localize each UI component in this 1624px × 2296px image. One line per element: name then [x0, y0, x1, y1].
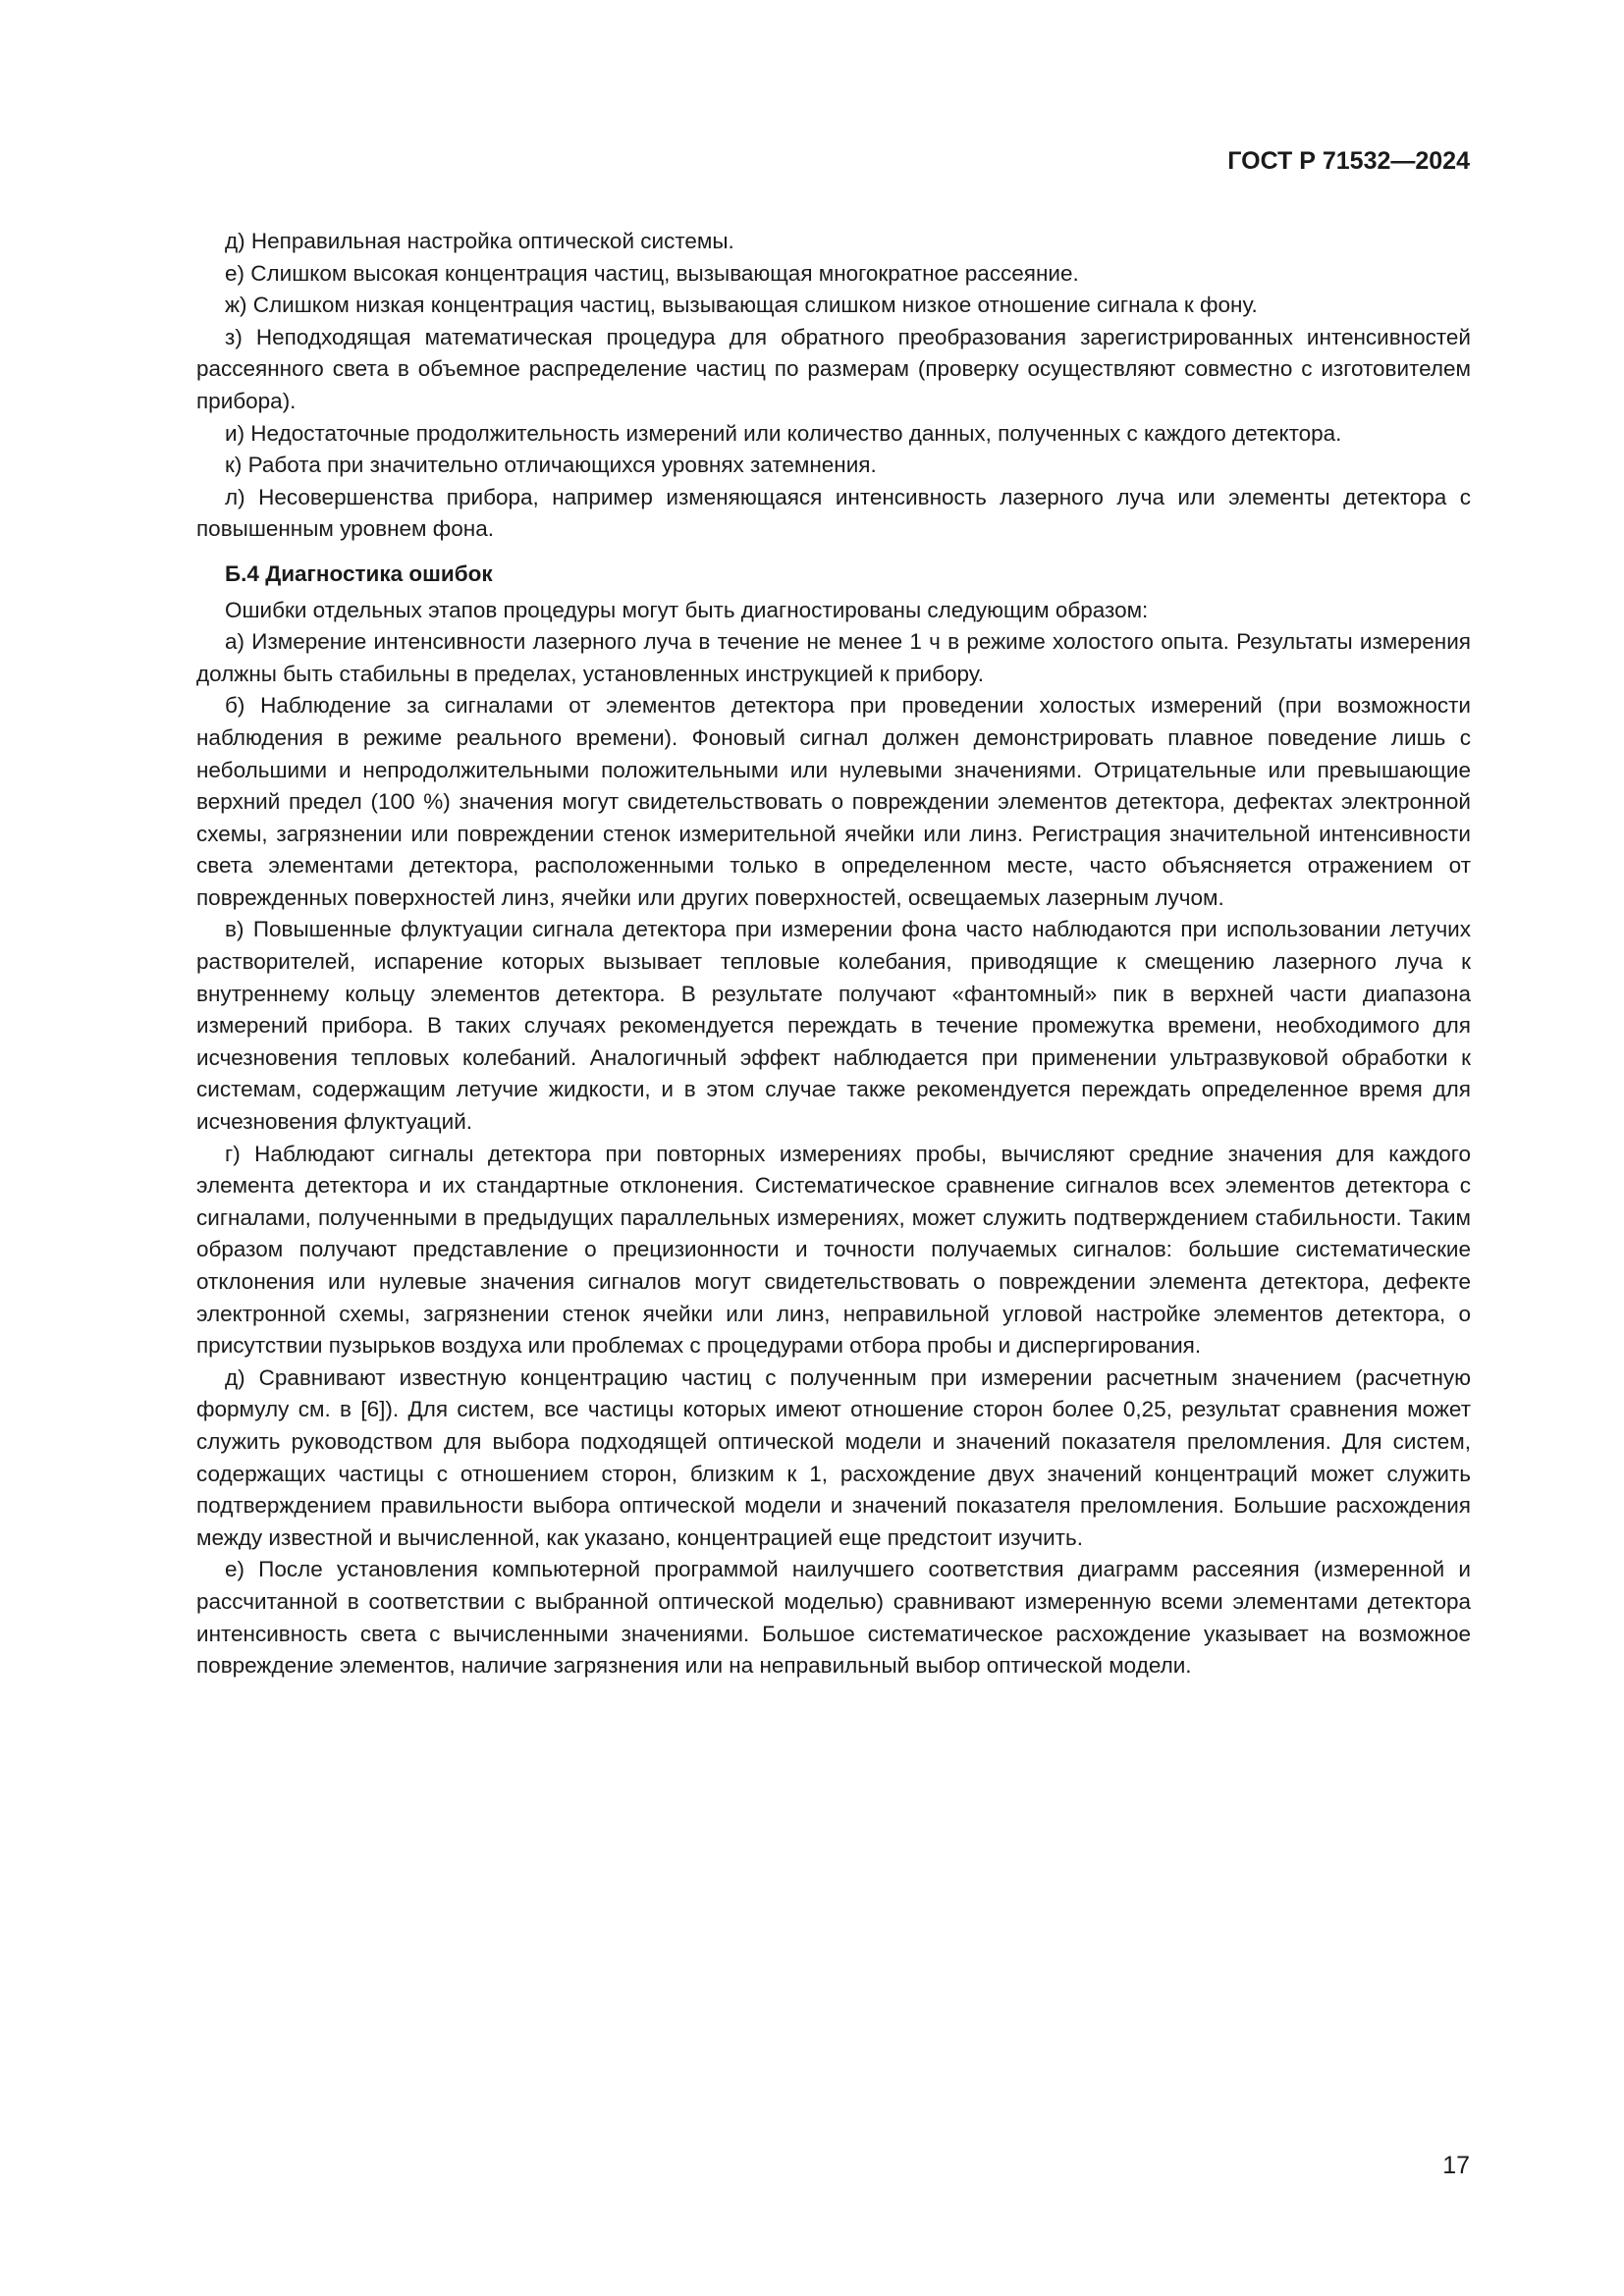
- list-item: и) Недостаточные продолжительность измерений или количество данных, полученных с каждого детектора.: [225, 420, 1342, 446]
- page-number: 17: [1442, 2152, 1470, 2179]
- list-item: к) Работа при значительно отличающихся уровнях затемнения.: [225, 453, 877, 478]
- diagnostic-item: г) Наблюдают сигналы детектора при повторных измерениях пробы, вычисляют средние значения для каждого элемента детектора и их стандартные отклонения. Систематическое сравнение сигналов всех элементов детектора с сигналами, полученными в предыдущих параллельных измерениях, может служить подтверждением стабильности. Таким образом получают представление о прецизионности и точности получаемых сигналов: большие систематические отклонения или нулевые значения сигналов могут свидетельствовать о повреждении элемента детектора, дефекте электронной схемы, загрязнении стенок ячейки или линз, неправильной угловой настройке элементов детектора, о присутствии пузырьков воздуха или проблемах с процедурами отбора пробы и диспергирования.: [196, 1141, 1471, 1359]
- diagnostic-item: в) Повышенные флуктуации сигнала детектора при измерении фона часто наблюдаются при использовании летучих растворителей, испарение которых вызывает тепловые колебания, приводящие к смещению лазерного луча к внутреннему кольцу элементов детектора. В результате получают «фантомный» пик в верхней части диапазона измерений прибора. В таких случаях рекомендуется переждать в течение промежутка времени, необходимого для исчезновения тепловых колебаний. Аналогичный эффект наблюдается при применении ультразвуковой обработки к системам, содержащим летучие жидкости, и в этом случае также рекомендуется переждать определенное время для исчезновения флуктуаций.: [196, 917, 1471, 1135]
- document-body: [196, 226, 1471, 1682]
- document-id-header: ГОСТ Р 71532—2024: [1227, 147, 1470, 175]
- diagnostic-item: е) После установления компьютерной программой наилучшего соответствия диаграмм рассеяния (измеренной и рассчитанной в соответствии с выбранной оптической моделью) сравнивают измеренную всеми элементами детектора интенсивность света с вычисленными значениями. Большое систематическое расхождение указывает на возможное повреждение элементов, наличие загрязнения или на неправильный выбор оптической модели.: [196, 1557, 1471, 1679]
- section-heading: Б.4 Диагностика ошибок: [225, 561, 493, 586]
- list-item: з) Неподходящая математическая процедура для обратного преобразования зарегистрированных интенсивностей рассеянного света в объемное распределение частиц по размерам (проверку осуществляют совместно с изготовителем прибора).: [196, 324, 1471, 413]
- list-item: е) Слишком высокая концентрация частиц, вызывающая многократное рассеяние.: [225, 260, 1079, 286]
- diagnostic-item: а) Измерение интенсивности лазерного луча в течение не менее 1 ч в режиме холостого опыта. Результаты измерения должны быть стабильны в пределах, установленных инструкцией к прибору.: [196, 629, 1471, 686]
- section-intro: Ошибки отдельных этапов процедуры могут быть диагностированы следующим образом:: [225, 597, 1149, 622]
- list-item: д) Неправильная настройка оптической системы.: [225, 229, 734, 253]
- diagnostic-item: б) Наблюдение за сигналами от элементов детектора при проведении холостых измерений (при возможности наблюдения в режиме реального времени). Фоновый сигнал должен демонстрировать плавное поведение лишь с небольшими и непродолжительными положительными или нулевыми значениями. Отрицательные или превышающие верхний предел (100 %) значения могут свидетельствовать о повреждении элементов детектора, дефектах электронной схемы, загрязнении или повреждении стенок измерительной ячейки или линз. Регистрация значительной интенсивности света элементами детектора, расположенными только в определенном месте, часто объясняется отражением от поврежденных поверхностей линз, ячейки или других поверхностей, освещаемых лазерным лучом.: [196, 693, 1471, 910]
- list-item: л) Несовершенства прибора, например изменяющаяся интенсивность лазерного луча или элементы детектора с повышенным уровнем фона.: [196, 484, 1471, 542]
- diagnostic-item: д) Сравнивают известную концентрацию частиц с полученным при измерении расчетным значением (расчетную формулу см. в [6]). Для систем, все частицы которых имеют отношение сторон более 0,25, результат сравнения может служить руководством для выбора подходящей оптической модели и значений показателя преломления. Для систем, содержащих частицы с отношением сторон, близким к 1, расхождение двух значений концентраций может служить подтверждением правильности выбора оптической модели и значений показателя преломления. Большие расхождения между известной и вычисленной, как указано, концентрацией еще предстоит изучить.: [196, 1364, 1471, 1550]
- list-item: ж) Слишком низкая концентрация частиц, вызывающая слишком низкое отношение сигнала к фону.: [225, 293, 1258, 318]
